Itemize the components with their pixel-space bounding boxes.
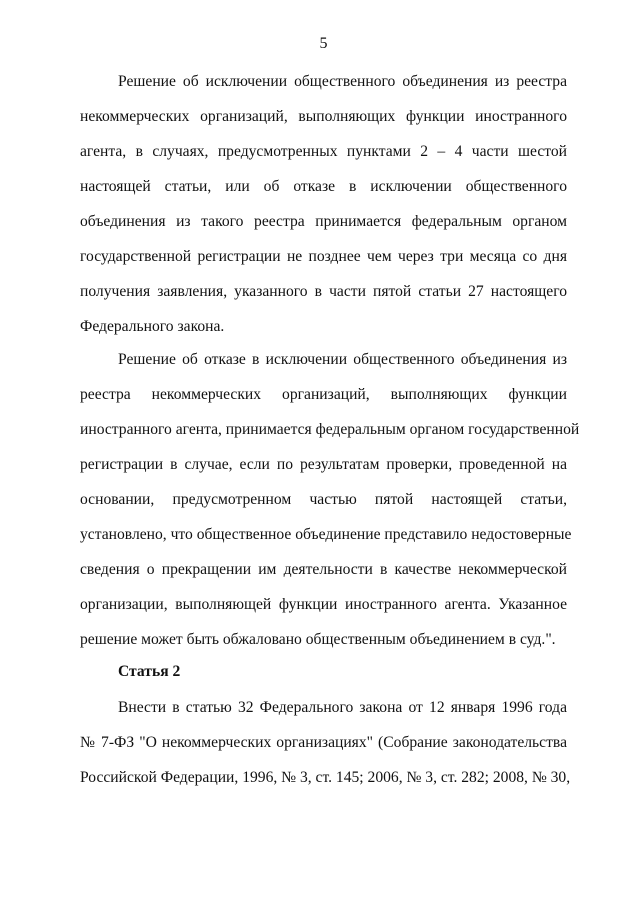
paragraph-3-line: Внести в статью 32 Федерального закона от 12 января 1996 года	[118, 699, 567, 716]
page-number: 5	[319, 35, 328, 52]
paragraph-2-line: решение может быть обжаловано общественным объединением в суд.".	[80, 631, 556, 648]
paragraph-1-line: государственной регистрации не позднее чем через три месяца со дня	[80, 248, 567, 265]
paragraph-2-line: сведения о прекращении им деятельности в качестве некоммерческой	[80, 561, 567, 578]
paragraph-1-line: агента, в случаях, предусмотренных пунктами 2 – 4 части шестой	[80, 143, 567, 160]
paragraph-2-line: установлено, что общественное объединение представило недостоверные	[80, 526, 572, 543]
paragraph-1-line: получения заявления, указанного в части пятой статьи 27 настоящего	[80, 283, 567, 300]
paragraph-2-line: Решение об отказе в исключении общественного объединения из	[118, 351, 567, 368]
paragraph-1-line: настоящей статьи, или об отказе в исключении общественного	[80, 178, 567, 195]
paragraph-3-line: № 7-ФЗ "О некоммерческих организациях" (Собрание законодательства	[80, 734, 567, 751]
paragraph-2-line: реестра некоммерческих организаций, выполняющих функции	[80, 386, 567, 403]
paragraph-2-line: основании, предусмотренном частью пятой настоящей статьи,	[80, 491, 567, 508]
paragraph-2-line: организации, выполняющей функции иностранного агента. Указанное	[80, 596, 567, 613]
paragraph-1-line: Решение об исключении общественного объединения из реестра	[118, 73, 567, 90]
paragraph-1-line: Федерального закона.	[80, 318, 225, 335]
paragraph-3-line: Российской Федерации, 1996, № 3, ст. 145; 2006, № 3, ст. 282; 2008, № 30,	[80, 769, 571, 786]
article-heading: Статья 2	[118, 663, 181, 680]
paragraph-2-line: иностранного агента, принимается федеральным органом государственной	[80, 421, 580, 438]
paragraph-1-line: объединения из такого реестра принимается федеральным органом	[80, 213, 567, 230]
document-page	[80, 0, 580, 905]
paragraph-1-line: некоммерческих организаций, выполняющих функции иностранного	[80, 108, 567, 125]
paragraph-2-line: регистрации в случае, если по результатам проверки, проведенной на	[80, 456, 567, 473]
